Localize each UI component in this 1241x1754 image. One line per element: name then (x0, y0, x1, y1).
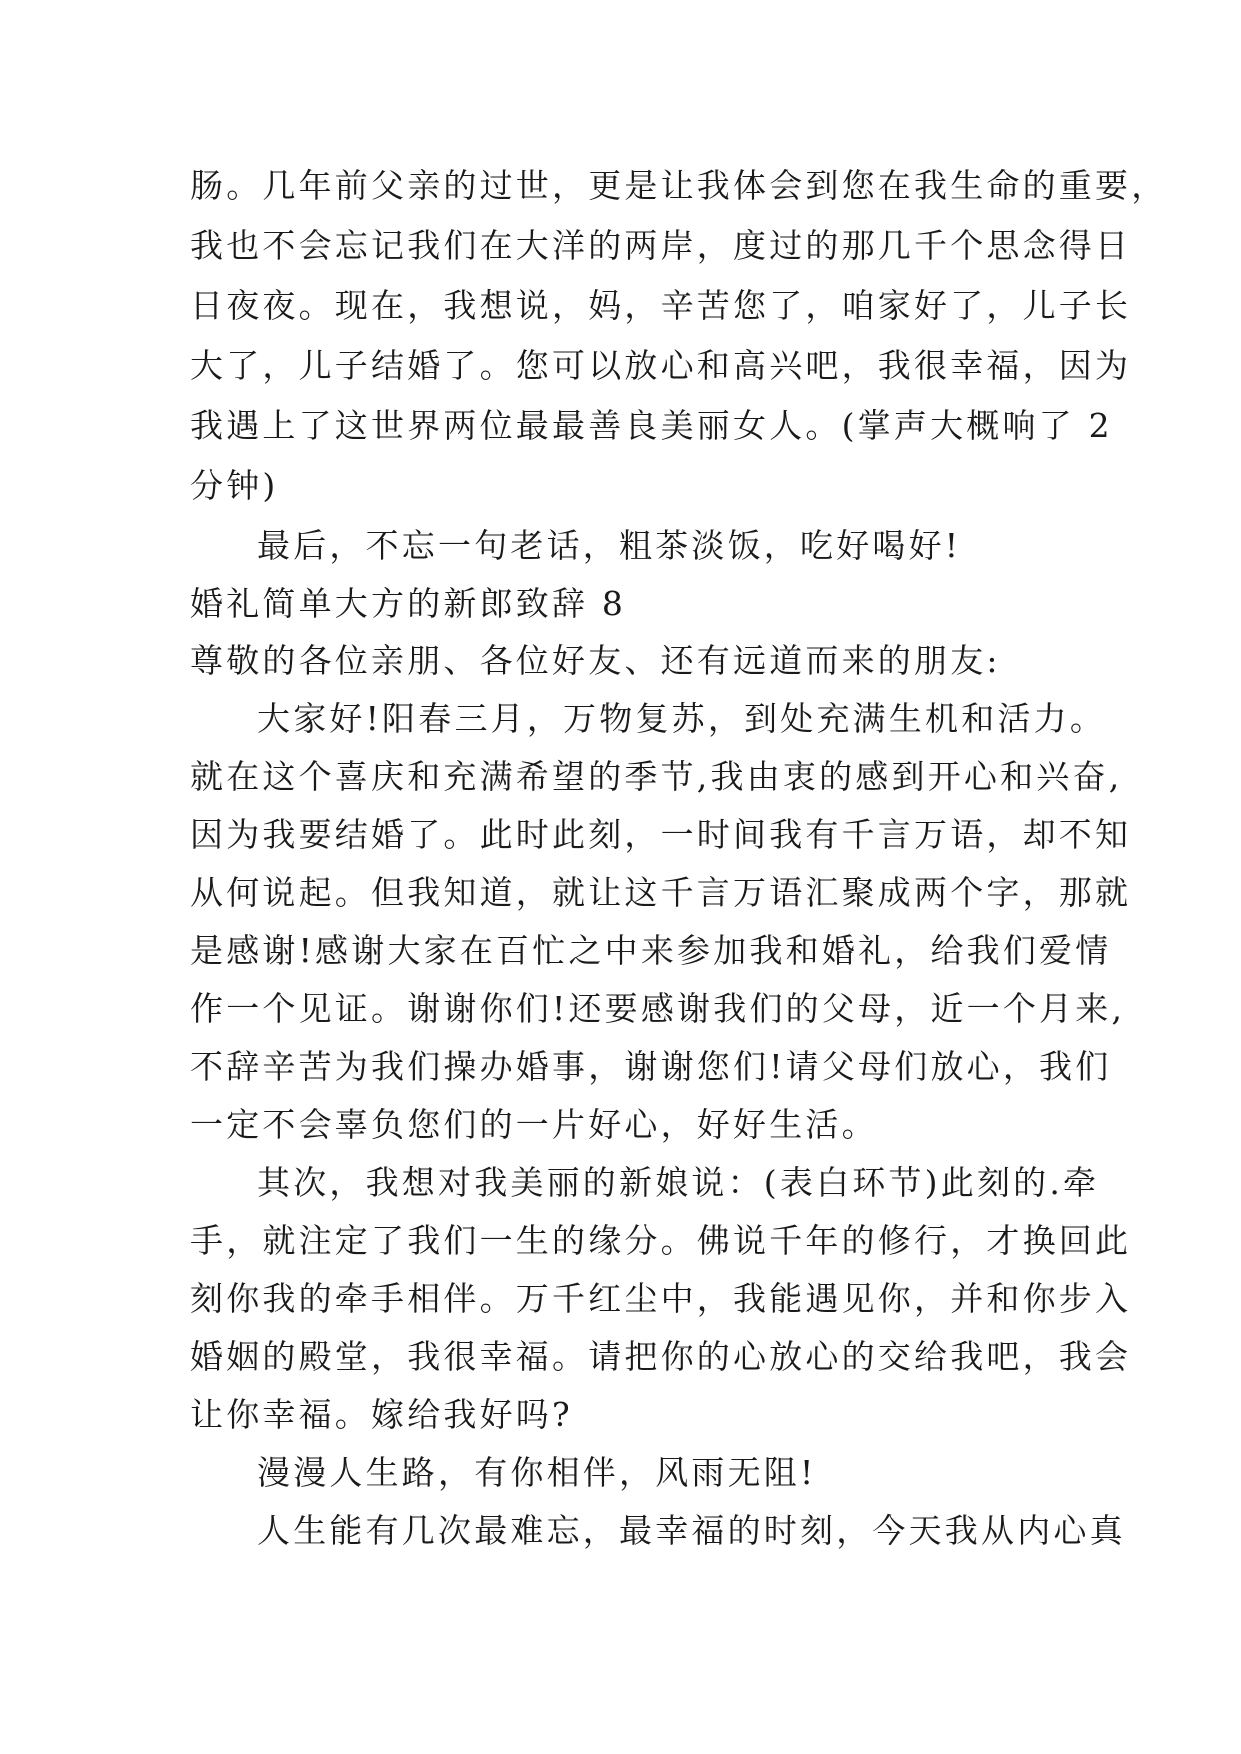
paragraph-line: 大了，儿子结婚了。您可以放心和高兴吧，我很幸福，因为 (190, 346, 1132, 385)
paragraph-line: 让你幸福。嫁给我好吗? (190, 1395, 573, 1434)
paragraph-line: 刻你我的牵手相伴。万千红尘中，我能遇见你，并和你步入 (190, 1279, 1132, 1318)
paragraph-line: 人生能有几次最难忘，最幸福的时刻，今天我从内心真 (257, 1511, 1126, 1550)
paragraph-line: 分钟) (190, 466, 279, 505)
paragraph-line: 就在这个喜庆和充满希望的季节,我由衷的感到开心和兴奋, (190, 757, 1123, 796)
salutation-line: 尊敬的各位亲朋、各位好友、还有远道而来的朋友: (190, 641, 1001, 680)
paragraph-line: 婚姻的殿堂，我很幸福。请把你的心放心的交给我吧，我会 (190, 1337, 1132, 1376)
paragraph-line: 不辞辛苦为我们操办婚事，谢谢您们!请父母们放心，我们 (190, 1047, 1112, 1086)
paragraph-line: 从何说起。但我知道，就让这千言万语汇聚成两个字，那就 (190, 873, 1132, 912)
paragraph-line: 手，就注定了我们一生的缘分。佛说千年的修行，才换回此 (190, 1221, 1132, 1260)
paragraph-line: 一定不会辜负您们的一片好心，好好生活。 (190, 1105, 878, 1144)
paragraph-line: 肠。几年前父亲的过世，更是让我体会到您在我生命的重要， (190, 166, 1168, 205)
section-heading: 婚礼简单大方的新郎致辞 8 (190, 584, 627, 623)
paragraph-line: 作一个见证。谢谢你们!还要感谢我们的父母，近一个月来, (190, 989, 1126, 1028)
paragraph-line: 是感谢!感谢大家在百忙之中来参加我和婚礼，给我们爱情 (190, 931, 1112, 970)
paragraph-line: 我也不会忘记我们在大洋的两岸，度过的那几千个思念得日 (190, 226, 1132, 265)
paragraph-line: 漫漫人生路，有你相伴，风雨无阻! (257, 1453, 817, 1492)
paragraph-line: 最后，不忘一句老话，粗茶淡饭，吃好喝好! (257, 526, 962, 565)
paragraph-line: 其次，我想对我美丽的新娘说：(表白环节)此刻的.牵 (257, 1163, 1100, 1202)
paragraph-line: 日夜夜。现在，我想说，妈，辛苦您了，咱家好了，儿子长 (190, 286, 1132, 325)
paragraph-line: 因为我要结婚了。此时此刻，一时间我有千言万语，却不知 (190, 815, 1132, 854)
paragraph-line: 大家好!阳春三月，万物复苏，到处充满生机和活力。 (257, 699, 1107, 738)
paragraph-line: 我遇上了这世界两位最最善良美丽女人。(掌声大概响了 2 (190, 406, 1113, 445)
